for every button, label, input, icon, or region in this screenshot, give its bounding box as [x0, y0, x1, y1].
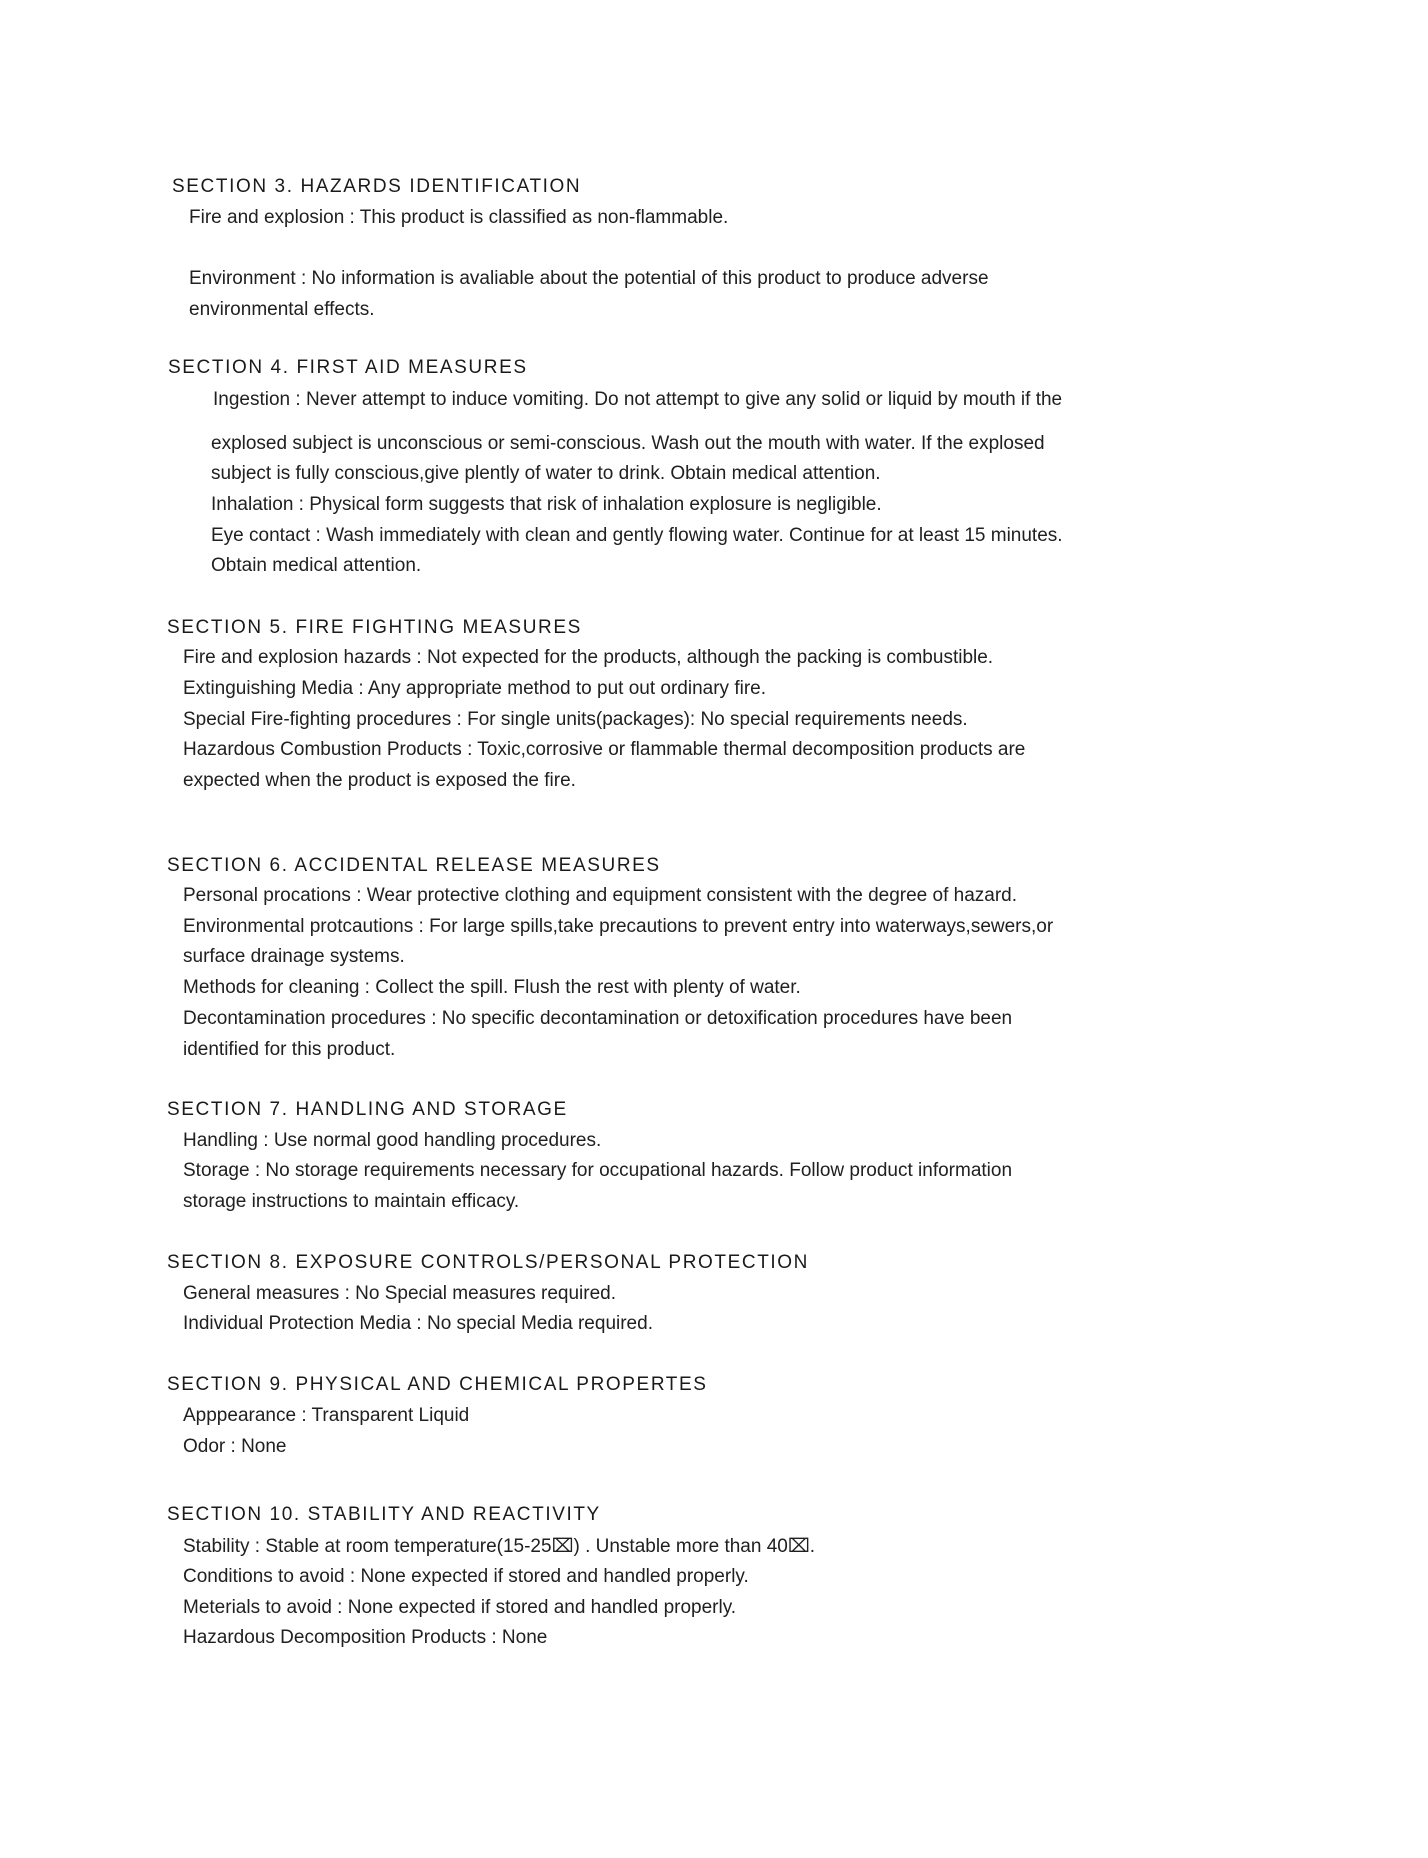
section-7-line: Storage : No storage requirements necessary for occupational hazards. Follow product information	[183, 1160, 1013, 1181]
section-4-line: Obtain medical attention.	[211, 555, 422, 576]
section-7-heading: SECTION 7. HANDLING AND STORAGE	[167, 1099, 568, 1120]
section-4-line: Ingestion : Never attempt to induce vomiting. Do not attempt to give any solid or liquid by mouth if the	[213, 389, 1063, 410]
section-9-heading: SECTION 9. PHYSICAL AND CHEMICAL PROPERTES	[167, 1374, 708, 1395]
section-5-line: Special Fire-fighting procedures : For single units(packages): No special requirements needs.	[183, 709, 968, 730]
section-10-line: Conditions to avoid : None expected if stored and handled properly.	[183, 1566, 749, 1587]
section-5-line: Hazardous Combustion Products : Toxic,corrosive or flammable thermal decomposition products are	[183, 739, 1026, 760]
section-3-line: Fire and explosion : This product is classified as non-flammable.	[189, 207, 729, 228]
section-3-line: Environment : No information is avaliable about the potential of this product to produce adverse	[189, 268, 989, 289]
section-6-heading: SECTION 6. ACCIDENTAL RELEASE MEASURES	[167, 855, 661, 876]
section-5-heading: SECTION 5. FIRE FIGHTING MEASURES	[167, 617, 582, 638]
section-6-line: surface drainage systems.	[183, 946, 405, 967]
section-3-heading: SECTION 3. HAZARDS IDENTIFICATION	[172, 176, 582, 197]
section-6-line: Decontamination procedures : No specific decontamination or detoxification procedures have been	[183, 1008, 1013, 1029]
section-9-line: Apppearance : Transparent Liquid	[183, 1405, 470, 1426]
section-5-line: Fire and explosion hazards : Not expected for the products, although the packing is combustible.	[183, 647, 994, 668]
section-6-line: identified for this product.	[183, 1039, 396, 1060]
section-10-heading: SECTION 10. STABILITY AND REACTIVITY	[167, 1504, 601, 1525]
section-4-line: Eye contact : Wash immediately with clean and gently flowing water. Continue for at least 15 minutes.	[211, 525, 1063, 546]
section-8-line: General measures : No Special measures required.	[183, 1283, 616, 1304]
section-4-line: Inhalation : Physical form suggests that risk of inhalation explosure is negligible.	[211, 494, 882, 515]
section-4-heading: SECTION 4. FIRST AID MEASURES	[168, 357, 528, 378]
section-10-line: Hazardous Decomposition Products : None	[183, 1627, 548, 1648]
section-6-line: Environmental protcautions : For large spills,take precautions to prevent entry into waterways,sewers,or	[183, 916, 1054, 937]
section-6-line: Methods for cleaning : Collect the spill. Flush the rest with plenty of water.	[183, 977, 801, 998]
section-5-line: expected when the product is exposed the fire.	[183, 770, 576, 791]
section-7-line: storage instructions to maintain efficacy.	[183, 1191, 520, 1212]
section-4-line: subject is fully conscious,give plently of water to drink. Obtain medical attention.	[211, 463, 881, 484]
section-9-line: Odor : None	[183, 1436, 287, 1457]
section-7-line: Handling : Use normal good handling procedures.	[183, 1130, 602, 1151]
section-8-line: Individual Protection Media : No special Media required.	[183, 1313, 653, 1334]
section-3-line: environmental effects.	[189, 299, 375, 320]
section-4-line: explosed subject is unconscious or semi-conscious. Wash out the mouth with water. If the explosed	[211, 433, 1045, 454]
section-8-heading: SECTION 8. EXPOSURE CONTROLS/PERSONAL PROTECTION	[167, 1252, 809, 1273]
section-10-line: Stability : Stable at room temperature(15-25⌧) . Unstable more than 40⌧.	[183, 1536, 816, 1557]
section-6-line: Personal procations : Wear protective clothing and equipment consistent with the degree of hazard.	[183, 885, 1018, 906]
section-10-line: Meterials to avoid : None expected if stored and handled properly.	[183, 1597, 737, 1618]
section-5-line: Extinguishing Media : Any appropriate method to put out ordinary fire.	[183, 678, 767, 699]
